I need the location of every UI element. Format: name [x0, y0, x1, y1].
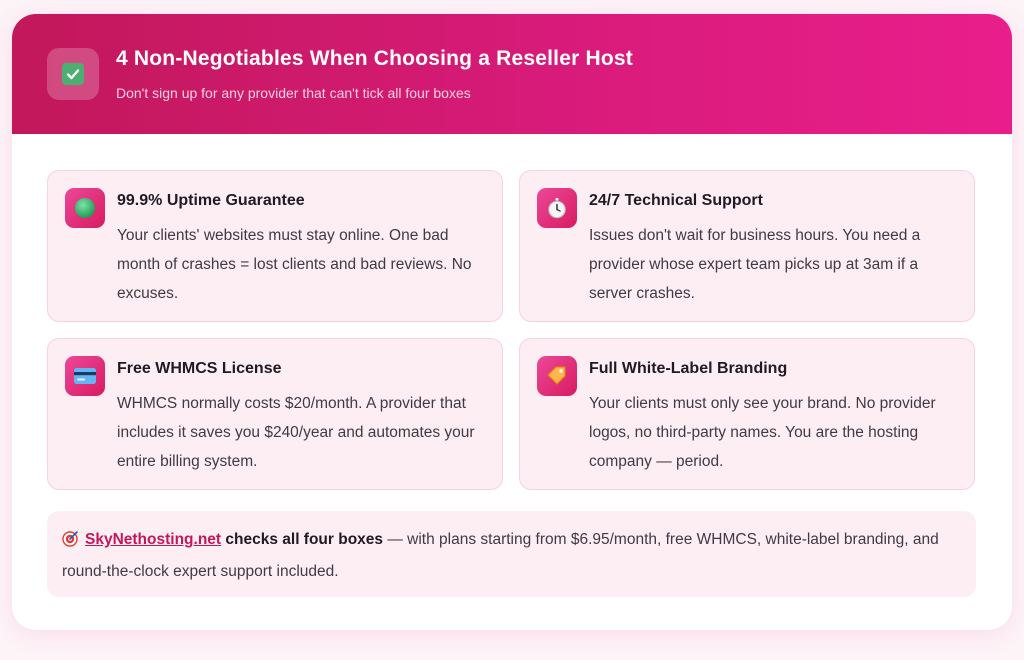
requirement-description: Your clients' websites must stay online. One bad month of crashes = lost clients and bad reviews. No excuses. [117, 227, 472, 302]
requirement-card-white-label [519, 338, 975, 490]
page-subtitle: Don't sign up for any provider that can't tick all four boxes [116, 85, 471, 101]
checklist-card [12, 14, 1012, 630]
summary-text [62, 525, 952, 586]
checkbox-badge [47, 48, 99, 100]
summary-details: — with plans starting from $6.95/month, free WHMCS, white-label branding, and round-the-clock expert support included. [62, 531, 939, 580]
requirement-card-whmcs [47, 338, 503, 490]
summary-callout [47, 511, 976, 597]
summary-emphasis: checks all four boxes [225, 531, 384, 548]
requirement-description: WHMCS normally costs $20/month. A provider that includes it saves you $240/year and automates your entire billing system. [117, 395, 475, 470]
requirement-title: 24/7 Technical Support [589, 192, 763, 209]
target-icon [62, 528, 79, 557]
requirement-title: 99.9% Uptime Guarantee [117, 192, 305, 209]
requirement-card-support [519, 170, 975, 322]
checkbox-icon [62, 63, 84, 85]
requirement-description: Issues don't wait for business hours. You need a provider whose expert team picks up at 3am if a server crashes. [589, 227, 921, 302]
provider-link[interactable]: SkyNethosting.net [85, 531, 222, 548]
green-circle-icon [65, 188, 105, 228]
label-tag-icon [537, 356, 577, 396]
requirement-card-uptime [47, 170, 503, 322]
card-header [12, 14, 1012, 134]
stopwatch-icon [537, 188, 577, 228]
requirement-description: Your clients must only see your brand. No provider logos, no third-party names. You are the hosting company — period. [589, 395, 936, 470]
requirement-title: Full White-Label Branding [589, 360, 788, 377]
credit-card-icon [65, 356, 105, 396]
page-title: 4 Non-Negotiables When Choosing a Reseller Host [116, 47, 633, 70]
requirement-title: Free WHMCS License [117, 360, 282, 377]
